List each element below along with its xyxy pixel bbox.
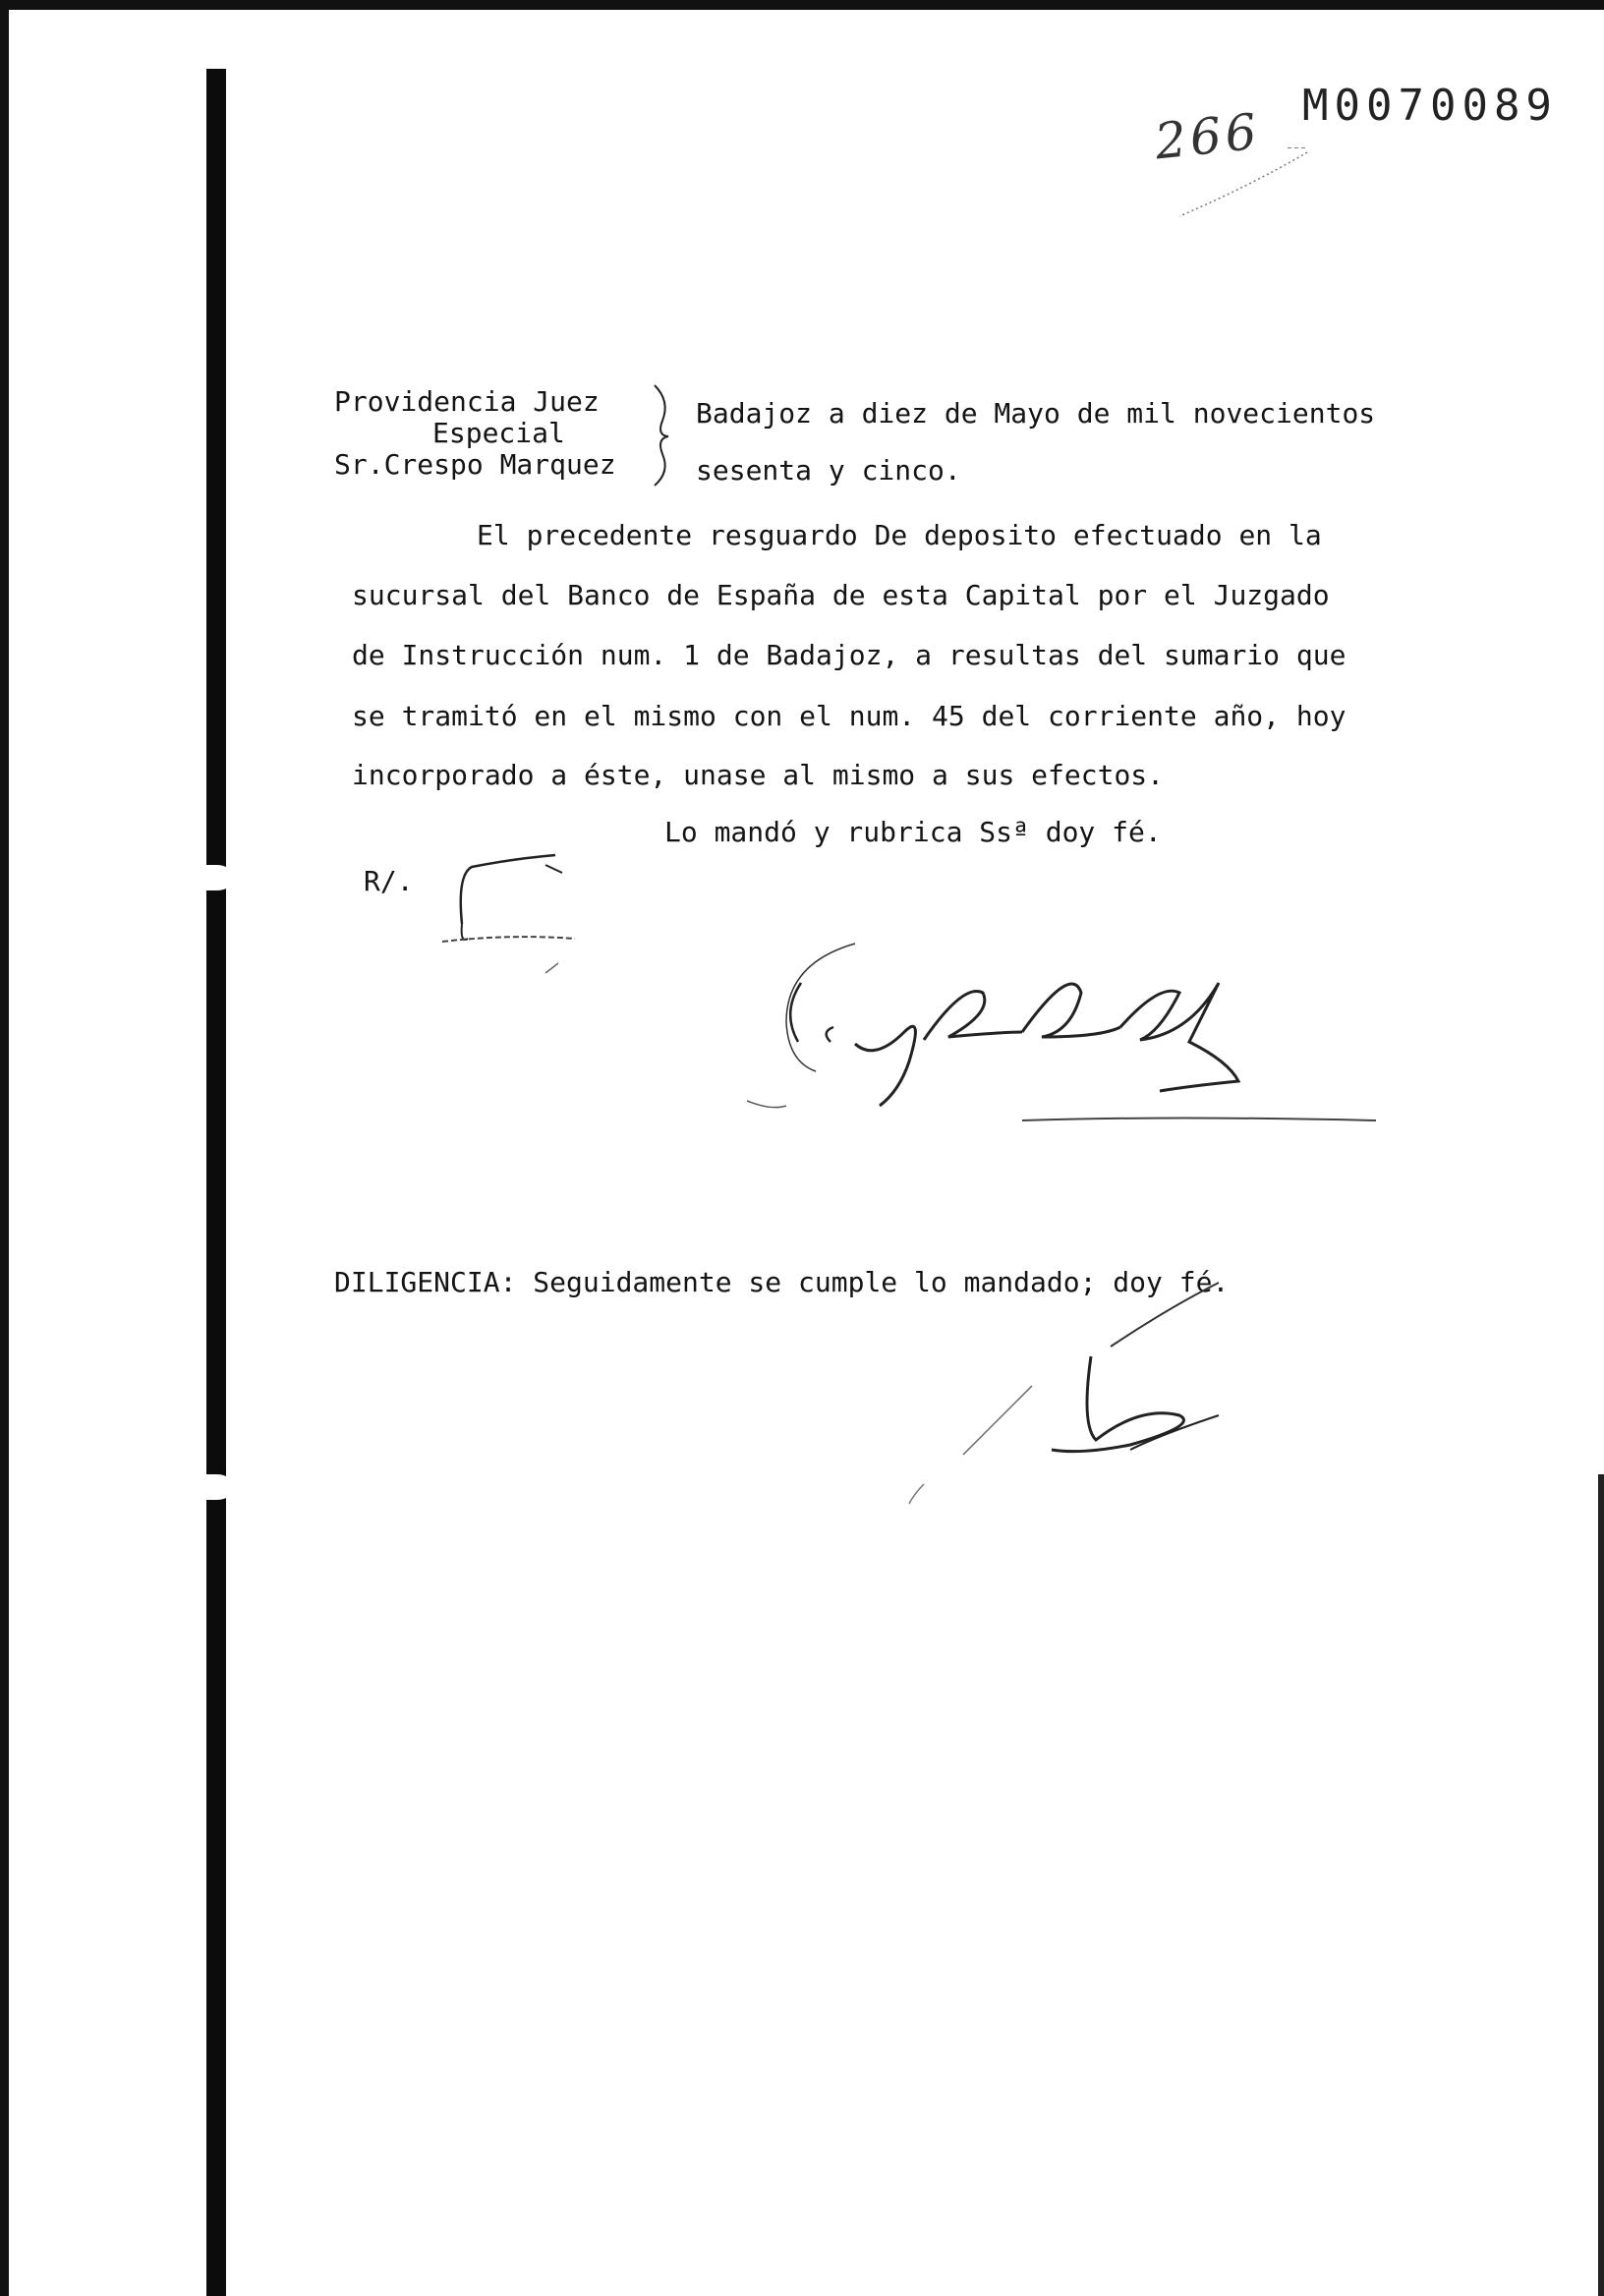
- closing-line: Lo mandó y rubrica Ssª doy fé.: [664, 816, 1162, 848]
- margin-heading-line-1: Providencia Juez: [334, 385, 600, 418]
- margin-heading-line-3: Sr.Crespo Marquez: [334, 448, 616, 481]
- folio-number: 266: [1152, 102, 1264, 171]
- rubric-flourish: [432, 845, 668, 993]
- binding-notch: [200, 1474, 234, 1500]
- margin-bracket: [649, 381, 678, 489]
- date-line-2: sesenta y cinco.: [696, 454, 961, 487]
- clerk-signature: [885, 1278, 1238, 1514]
- stamp-underline: [1160, 147, 1317, 226]
- diligencia-line: DILIGENCIA: Seguidamente se cumple lo mandado; doy fé.: [334, 1266, 1230, 1298]
- scan-border-top: [0, 0, 1604, 10]
- page-stamp-number: M0070089: [1302, 81, 1558, 131]
- scan-border-left: [0, 0, 9, 2296]
- body-line-5: incorporado a éste, unase al mismo a sus efectos.: [352, 759, 1165, 791]
- binding-strip: [206, 69, 226, 2296]
- margin-heading-line-2: Especial: [432, 417, 565, 449]
- binding-notch: [200, 865, 234, 890]
- body-line-2: sucursal del Banco de España de esta Capital por el Juzgado: [352, 579, 1330, 611]
- judge-signature: [727, 924, 1396, 1140]
- body-line-3: de Instrucción num. 1 de Badajoz, a resultas del sumario que: [352, 639, 1346, 671]
- rubric-label: R/.: [364, 865, 414, 897]
- body-line-1: El precedente resguardo De deposito efectuado en la: [477, 519, 1322, 551]
- body-line-4: se tramitó en el mismo con el num. 45 del corriente año, hoy: [352, 700, 1346, 732]
- date-line-1: Badajoz a diez de Mayo de mil novecientos: [696, 397, 1376, 430]
- scan-border-right: [1598, 1474, 1604, 2296]
